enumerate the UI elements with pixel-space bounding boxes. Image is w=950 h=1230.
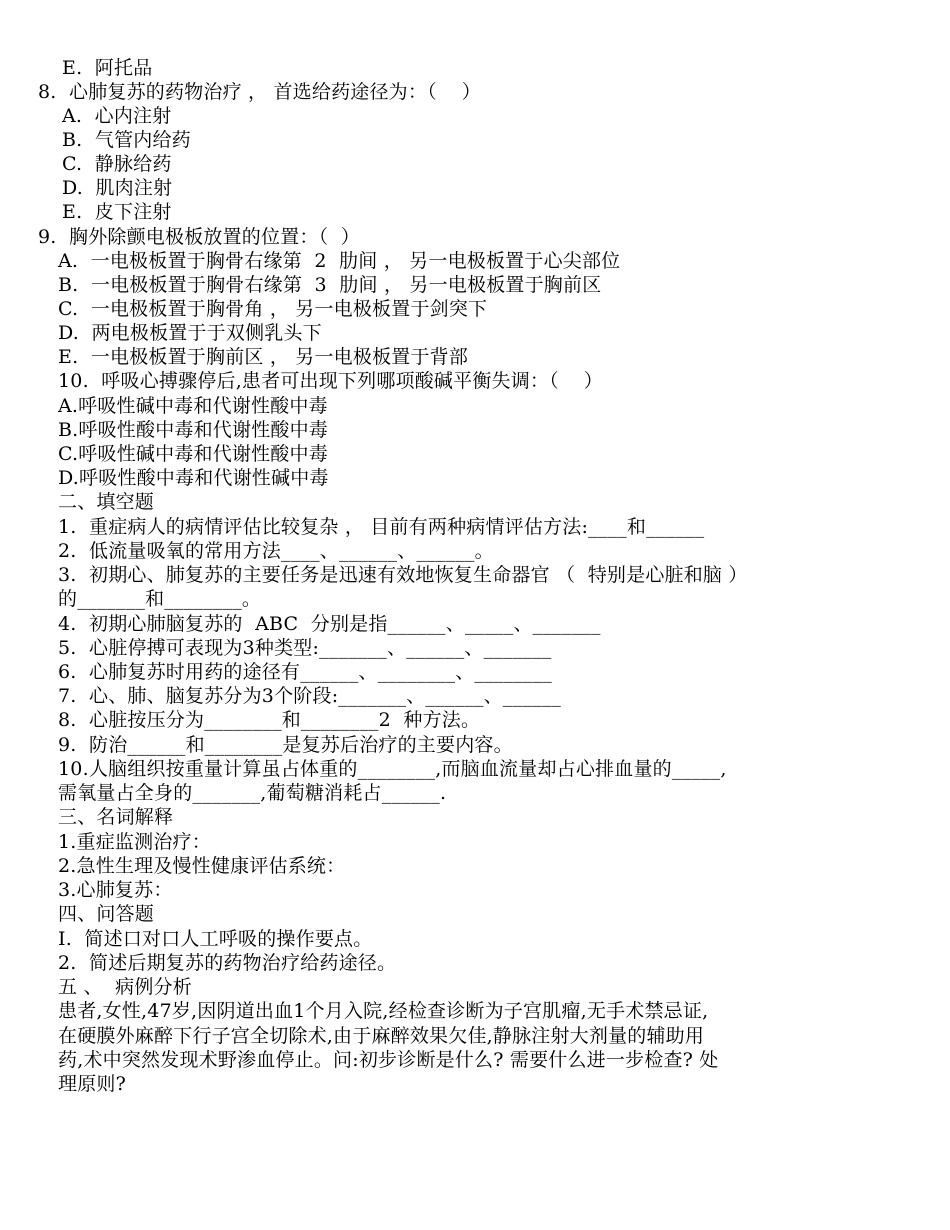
section-fill-blank-heading: 二、填空题 xyxy=(58,491,155,513)
section-qa-heading: 四、问答题 xyxy=(58,903,155,925)
section-terms-heading: 三、名词解释 xyxy=(58,806,174,828)
qa-1: I. 简述口对口人工呼吸的操作要点。 xyxy=(58,928,373,950)
fill-blank-7: 7. 心、肺、脑复苏分为3个阶段:_______、______、______ xyxy=(58,685,561,707)
q9-option-e: E. 一电极板置于胸前区 ， 另一电极板置于背部 xyxy=(58,346,469,368)
q8-option-a: A. 心内注射 xyxy=(62,105,172,127)
q10-question: 10. 呼吸心搏骤停后,患者可出现下列哪项酸碱平衡失调：（ ） xyxy=(58,370,603,392)
q8-option-d: D. 肌肉注射 xyxy=(62,177,173,199)
term-2: 2.急性生理及慢性健康评估系统： xyxy=(58,855,346,877)
fill-blank-3: 3. 初期心、肺复苏的主要任务是迅速有效地恢复生命器官 （ 特别是心脏和脑 ） xyxy=(58,564,748,586)
q7-option-e: E. 阿托品 xyxy=(62,57,153,79)
q9-option-d: D. 两电极板置于于双侧乳头下 xyxy=(58,322,322,344)
q10-option-b: B.呼吸性酸中毒和代谢性酸中毒 xyxy=(58,419,329,441)
fill-blank-10-cont: 需氧量占全身的_______,葡萄糖消耗占______. xyxy=(58,782,447,804)
fill-blank-8: 8. 心脏按压分为________和________2 种方法。 xyxy=(58,709,481,731)
fill-blank-1: 1. 重症病人的病情评估比较复杂 ， 目前有两种病情评估方法:____和______ xyxy=(58,516,705,538)
term-1: 1.重症监测治疗： xyxy=(58,831,211,853)
q9-option-a: A. 一电极板置于胸骨右缘第 2 肋间 ， 另一电极板置于心尖部位 xyxy=(58,250,621,272)
fill-blank-3-cont: 的_______和________。 xyxy=(58,588,262,610)
fill-blank-5: 5. 心脏停搏可表现为3种类型:_______、______、_______ xyxy=(58,637,552,659)
fill-blank-6: 6. 心肺复苏时用药的途径有______、________、________ xyxy=(58,661,553,683)
case-text-line-4: 理原则? xyxy=(58,1073,126,1095)
fill-blank-2: 2. 低流量吸氧的常用方法____、______、______。 xyxy=(58,540,494,562)
fill-blank-4: 4. 初期心肺脑复苏的 ABC 分别是指______、_____、_______ xyxy=(58,613,601,635)
q8-option-e: E. 皮下注射 xyxy=(62,201,172,223)
qa-2: 2. 简述后期复苏的药物治疗给药途径。 xyxy=(58,952,397,974)
q9-option-b: B. 一电极板置于胸骨右缘第 3 肋间 ， 另一电极板置于胸前区 xyxy=(58,274,602,296)
fill-blank-9: 9. 防治______和________是复苏后治疗的主要内容。 xyxy=(58,734,513,756)
q10-option-d: D.呼吸性酸中毒和代谢性碱中毒 xyxy=(58,467,329,489)
q8-question: 8. 心肺复苏的药物治疗 ， 首选给药途径为：（ ） xyxy=(38,81,481,103)
q8-option-c: C. 静脉给药 xyxy=(62,153,172,175)
case-text-line-1: 患者,女性,47岁,因阴道出血1个月入院,经检查诊断为子宫肌瘤,无手术禁忌证, xyxy=(58,1000,709,1022)
section-case-heading: 五 、 病例分析 xyxy=(58,976,192,998)
q9-question: 9. 胸外除颤电极板放置的位置：（ ） xyxy=(38,226,360,248)
q9-option-c: C. 一电极板置于胸骨角 ， 另一电极板置于剑突下 xyxy=(58,298,488,320)
q8-option-b: B. 气管内给药 xyxy=(62,129,191,151)
q10-option-c: C.呼吸性碱中毒和代谢性酸中毒 xyxy=(58,443,328,465)
term-3: 3.心肺复苏： xyxy=(58,879,173,901)
case-text-line-2: 在硬膜外麻醉下行子宫全切除术,由于麻醉效果欠佳,静脉注射大剂量的辅助用 xyxy=(58,1025,705,1047)
q10-option-a: A.呼吸性碱中毒和代谢性酸中毒 xyxy=(58,395,328,417)
fill-blank-10: 10.人脑组织按重量计算虽占体重的________,而脑血流量却占心排血量的_____, xyxy=(58,758,727,780)
case-text-line-3: 药,术中突然发现术野渗血停止。问:初步诊断是什么? 需要什么进一步检查? 处 xyxy=(58,1049,719,1071)
